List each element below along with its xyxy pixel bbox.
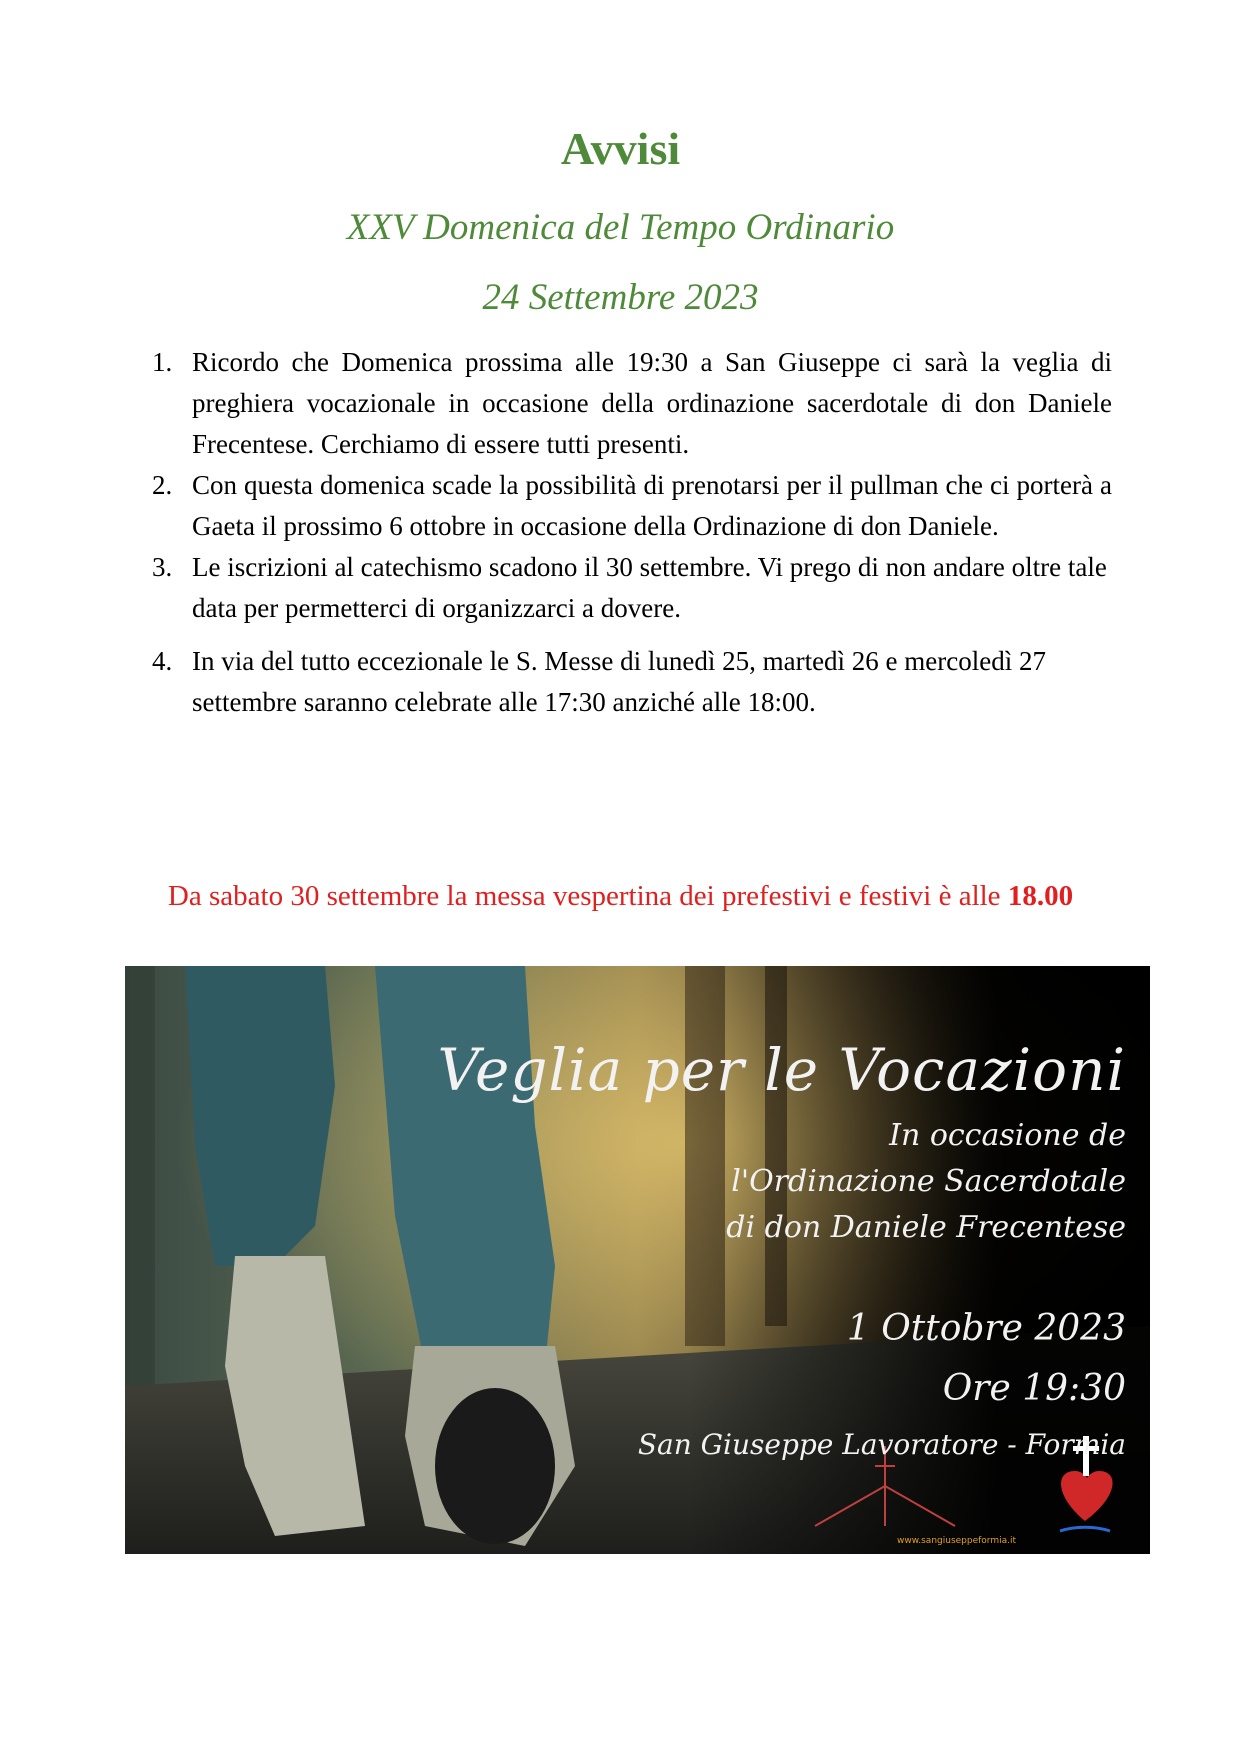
notice-number: 4. xyxy=(152,646,173,676)
notice-text: Con questa domenica scade la possibilità di prenotarsi per il pullman che ci porterà a Gaeta il prossimo 6 ottobre in occasione della Ordinazione di don Daniele. xyxy=(192,470,1112,541)
notice-item xyxy=(152,547,1112,629)
notice-number: 2. xyxy=(152,470,173,500)
notice-item xyxy=(152,465,1112,547)
notice-item xyxy=(152,641,1112,723)
highlight-text: Da sabato 30 settembre la messa vespertina dei prefestivi e festivi è alle xyxy=(167,880,1008,912)
bulletin-date: 24 Settembre 2023 xyxy=(482,277,759,318)
notice-text: In via del tutto eccezionale le S. Messe di lunedì 25, martedì 26 e mercoledì 27 settembre saranno celebrate alle 17:30 anziché alle 18:00. xyxy=(192,646,1046,717)
notice-number: 1. xyxy=(152,347,173,377)
banner-time: Ore 19:30 xyxy=(942,1368,1126,1409)
banner-line-1: In occasione de xyxy=(889,1118,1126,1153)
page-title: Avvisi xyxy=(560,123,681,174)
banner-website: www.sangiuseppeformia.it xyxy=(897,1536,1017,1546)
banner-line-2: l'Ordinazione Sacerdotale xyxy=(731,1164,1126,1199)
banner-place: San Giuseppe Lavoratore - Formia xyxy=(637,1428,1126,1461)
highlight-time: 18.00 xyxy=(1007,880,1074,912)
liturgical-subtitle: XXV Domenica del Tempo Ordinario xyxy=(346,207,895,248)
notice-text: Ricordo che Domenica prossima alle 19:30 a San Giuseppe ci sarà la veglia di preghiera vocazionale in occasione della ordinazione sacerdotale di don Daniele Frecentese. Cerchiamo di essere tutti presenti. xyxy=(192,347,1112,459)
banner-title: Veglia per le Vocazioni xyxy=(437,1036,1126,1104)
vocations-vigil-banner xyxy=(125,966,1150,1554)
banner-line-3: di don Daniele Frecentese xyxy=(726,1210,1126,1245)
mass-time-highlight xyxy=(0,880,1241,913)
banner-date: 1 Ottobre 2023 xyxy=(846,1308,1126,1349)
notice-item xyxy=(152,342,1112,465)
notice-number: 3. xyxy=(152,552,173,582)
notice-list xyxy=(152,342,1112,723)
notice-text: Le iscrizioni al catechismo scadono il 30 settembre. Vi prego di non andare oltre tale data per permetterci di organizzarci a dovere. xyxy=(192,552,1107,623)
